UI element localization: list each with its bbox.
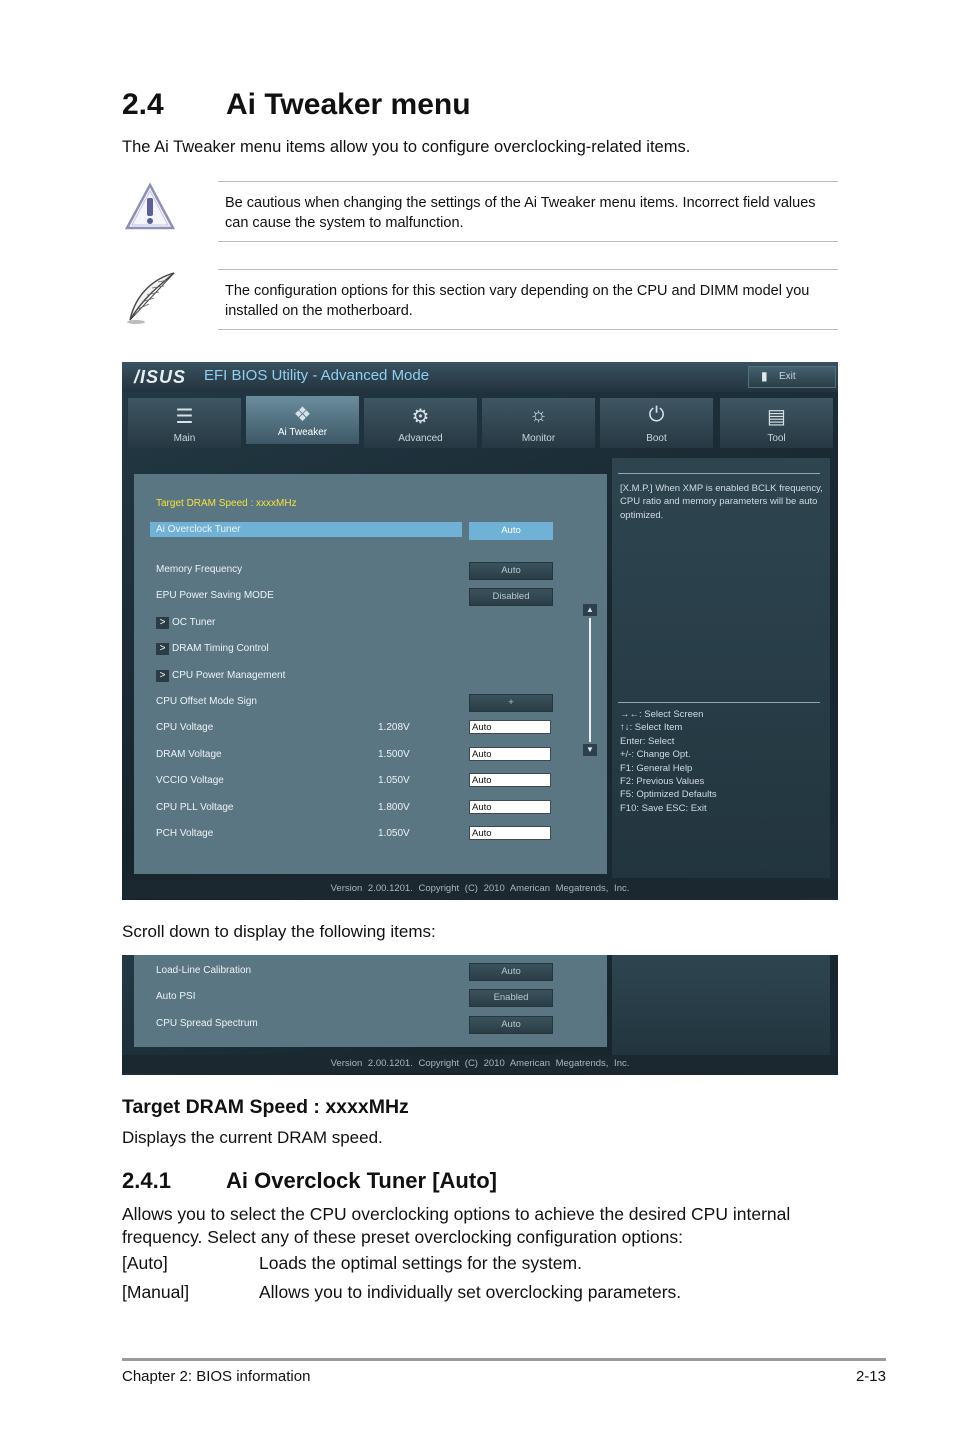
section-241-title: Ai Overclock Tuner [Auto] (226, 1168, 497, 1193)
advanced-icon: ⚙ (411, 406, 430, 428)
footer-chapter: Chapter 2: BIOS information (122, 1368, 311, 1385)
scroll-up-arrow-icon[interactable]: ▲ (583, 604, 597, 616)
intro-text: The Ai Tweaker menu items allow you to configure overclocking-related items. (122, 138, 691, 156)
item-cpu-power-management[interactable]: CPU Power Management (172, 670, 286, 681)
cpu-spread-spectrum-option[interactable]: Auto (469, 1016, 553, 1034)
help-divider (618, 702, 820, 703)
bios-version-bar: Version 2.00.1201. Copyright (C) 2010 American Megatrends, Inc. (122, 880, 838, 898)
submenu-arrow: > (156, 643, 169, 655)
key-legend-item: ↑↓: Select Item (620, 722, 683, 734)
option-auto-text: Loads the optimal settings for the system. (259, 1253, 582, 1273)
power-icon: ⏻ (648, 404, 665, 426)
cpu-pll-voltage-value: 1.800V (378, 802, 410, 813)
caution-top-rule (218, 181, 838, 182)
help-text: [X.M.P.] When XMP is enabled BCLK frequency, CPU ratio and memory parameters will be auto optimized. (620, 483, 823, 521)
heading-title: Ai Tweaker menu (226, 88, 471, 121)
target-dram-label: Target DRAM Speed : xxxxMHz (156, 498, 297, 509)
list-icon: ☰ (175, 406, 194, 428)
settings-panel-scrolled (134, 955, 607, 1047)
settings-panel (134, 474, 607, 874)
bios-screenshot (122, 362, 838, 900)
item-cpu-pll-voltage[interactable]: CPU PLL Voltage (156, 802, 234, 813)
submenu-arrow: > (156, 670, 169, 682)
caution-bottom-rule (218, 241, 838, 242)
key-legend-item: F10: Save ESC: Exit (620, 802, 707, 814)
key-legend-item: +/-: Change Opt. (620, 749, 691, 761)
bios-title-bar (122, 362, 838, 392)
help-panel (612, 458, 830, 878)
item-cpu-voltage[interactable]: CPU Voltage (156, 722, 214, 733)
key-legend-item: F5: Optimized Defaults (620, 789, 717, 801)
scroll-down-arrow-icon[interactable]: ▼ (583, 744, 597, 756)
info-bottom-rule (218, 329, 838, 330)
bios-tab-bar (128, 398, 834, 448)
key-legend-item: F1: General Help (620, 762, 693, 774)
cpu-voltage-value: 1.208V (378, 722, 410, 733)
key-legend (620, 708, 825, 815)
tab-boot[interactable] (600, 398, 713, 448)
tab-monitor[interactable] (482, 398, 595, 448)
monitor-icon: ☼ (529, 404, 548, 426)
item-cpu-spread-spectrum[interactable]: CPU Spread Spectrum (156, 1018, 258, 1029)
tweaker-icon: ❖ (293, 404, 312, 426)
option-manual-key: [Manual] (122, 1282, 190, 1302)
tab-advanced-label: Advanced (398, 433, 443, 444)
footer-page-number: 2-13 (855, 1368, 886, 1385)
target-dram-desc: Displays the current DRAM speed. (122, 1128, 383, 1147)
tab-tool[interactable] (720, 398, 833, 448)
warning-icon (124, 182, 176, 237)
item-load-line-calibration[interactable]: Load-Line Calibration (156, 965, 252, 976)
exit-button[interactable] (748, 366, 836, 388)
pch-voltage-value: 1.050V (378, 828, 410, 839)
option-auto-key: [Auto] (122, 1253, 168, 1273)
vccio-voltage-value: 1.050V (378, 775, 410, 786)
item-auto-psi[interactable]: Auto PSI (156, 991, 196, 1002)
pch-voltage-field[interactable]: Auto (469, 826, 551, 840)
submenu-arrow: > (156, 617, 169, 629)
bios-screenshot-scrolled (122, 955, 838, 1075)
bios-version-bar: Version 2.00.1201. Copyright (C) 2010 American Megatrends, Inc. (122, 1055, 838, 1073)
tab-main[interactable] (128, 398, 241, 448)
section-241-number: 2.4.1 (122, 1168, 171, 1193)
asus-logo: /ISUS (134, 367, 187, 387)
cpu-pll-voltage-field[interactable]: Auto (469, 800, 551, 814)
heading-number: 2.4 (122, 88, 164, 121)
auto-psi-option[interactable]: Enabled (469, 989, 553, 1007)
info-text: The configuration options for this section vary depending on the CPU and DIMM model you installed on the motherboard. (225, 283, 810, 319)
key-legend-item: F2: Previous Values (620, 776, 705, 788)
help-panel-scrolled (612, 955, 830, 1055)
page-heading (122, 88, 471, 122)
section-241-heading (122, 1168, 497, 1194)
item-ai-overclock-tuner[interactable]: Ai Overclock Tuner (156, 524, 241, 535)
item-dram-timing-control[interactable]: DRAM Timing Control (172, 643, 269, 654)
scrollbar[interactable] (583, 604, 595, 754)
item-epu-power-saving[interactable]: EPU Power Saving MODE (156, 590, 274, 601)
key-legend-item: →←: Select Screen (620, 709, 704, 720)
scroll-caption: Scroll down to display the following items: (122, 922, 436, 941)
epu-power-saving-option[interactable]: Disabled (469, 588, 553, 606)
tab-monitor-label: Monitor (521, 433, 556, 444)
cpu-offset-mode-sign-option[interactable]: + (469, 694, 553, 712)
tab-advanced[interactable] (364, 398, 477, 448)
info-top-rule (218, 269, 838, 270)
ai-overclock-tuner-option[interactable]: Auto (469, 522, 553, 540)
exit-label: Exit (779, 371, 796, 382)
item-vccio-voltage[interactable]: VCCIO Voltage (156, 775, 224, 786)
cpu-voltage-field[interactable]: Auto (469, 720, 551, 734)
tab-ai-tweaker-label: Ai Tweaker (277, 427, 328, 438)
option-manual-text: Allows you to individually set overclocking parameters. (259, 1282, 682, 1302)
scroll-track[interactable] (589, 618, 591, 742)
load-line-calibration-option[interactable]: Auto (469, 963, 553, 981)
memory-frequency-option[interactable]: Auto (469, 562, 553, 580)
tool-icon: ▤ (767, 406, 786, 428)
dram-voltage-field[interactable]: Auto (469, 747, 551, 761)
item-memory-frequency[interactable]: Memory Frequency (156, 564, 243, 575)
item-cpu-offset-mode-sign[interactable]: CPU Offset Mode Sign (156, 696, 257, 707)
vccio-voltage-field[interactable]: Auto (469, 773, 551, 787)
tab-main-label: Main (173, 433, 196, 444)
tab-boot-label: Boot (646, 433, 667, 444)
item-oc-tuner[interactable]: OC Tuner (172, 617, 216, 628)
tab-tool-label: Tool (767, 433, 786, 444)
target-dram-heading: Target DRAM Speed : xxxxMHz (122, 1096, 409, 1118)
dram-voltage-value: 1.500V (378, 749, 410, 760)
footer-rule (122, 1358, 886, 1361)
section-241-desc: Allows you to select the CPU overclocking options to achieve the desired CPU internal frequency. Select any of these preset overclocking configuration options: (122, 1204, 791, 1247)
bios-app-title: EFI BIOS Utility - Advanced Mode (204, 367, 430, 384)
tab-ai-tweaker[interactable] (246, 396, 359, 444)
item-dram-voltage[interactable]: DRAM Voltage (156, 749, 222, 760)
feather-pen-icon (122, 270, 178, 331)
help-top-rule (618, 473, 820, 474)
key-legend-item: Enter: Select (620, 735, 675, 747)
item-pch-voltage[interactable]: PCH Voltage (156, 828, 214, 839)
exit-door-icon: ▮ (761, 369, 768, 383)
caution-text: Be cautious when changing the settings of the Ai Tweaker menu items. Incorrect field values can cause the system to malfunction. (225, 195, 816, 231)
